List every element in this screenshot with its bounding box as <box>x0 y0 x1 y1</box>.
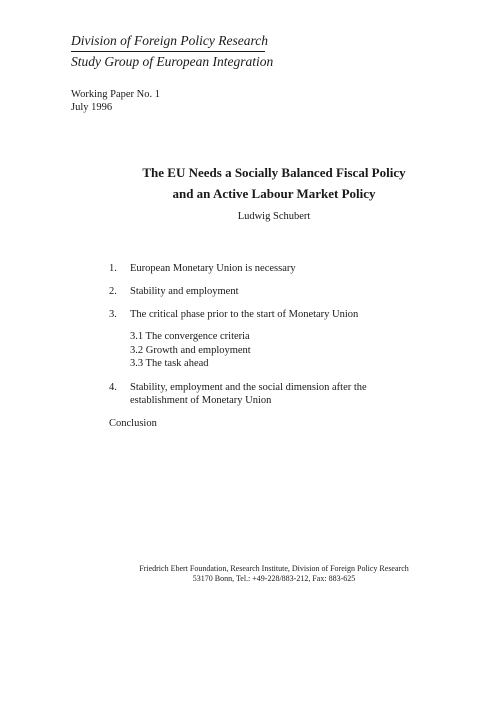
toc-text: European Monetary Union is necessary <box>130 263 296 274</box>
toc-item-3 <box>109 308 400 321</box>
toc-number: 1. <box>109 263 117 274</box>
title-line-2: and an Active Labour Market Policy <box>172 186 376 201</box>
study-group-name: Study Group of European Integration <box>71 54 274 69</box>
toc-text: The critical phase prior to the start of Monetary Union <box>130 309 359 320</box>
paper-meta <box>71 88 160 114</box>
toc-number: 2. <box>109 286 117 297</box>
division-name: Division of Foreign Policy Research <box>71 32 265 52</box>
toc-conclusion: Conclusion <box>109 417 157 429</box>
toc-number: 3. <box>109 309 117 320</box>
toc-text: Stability and employment <box>130 286 239 297</box>
header <box>71 32 274 70</box>
toc-subitem-3-1: 3.1 The convergence criteria <box>130 331 250 342</box>
toc-item-4 <box>109 381 400 407</box>
working-paper-number: Working Paper No. 1 <box>71 89 160 100</box>
toc-subitem-3-2: 3.2 Growth and employment <box>130 344 251 356</box>
publication-date: July 1996 <box>71 102 113 113</box>
toc-subitems <box>130 330 400 371</box>
footer-line-1: Friedrich Ebert Foundation, Research Institute, Division of Foreign Policy Research <box>139 564 409 573</box>
footer-line-2: 53170 Bonn, Tel.: +49-228/883-212, Fax: 883-625 <box>192 574 356 583</box>
toc-item-2 <box>109 285 400 298</box>
toc-subitem-3-3: 3.3 The task ahead <box>130 358 209 369</box>
table-of-contents <box>109 262 400 430</box>
toc-item-1 <box>109 262 400 275</box>
author-name: Ludwig Schubert <box>237 211 311 222</box>
footer <box>0 564 504 584</box>
title-line-1: The EU Needs a Socially Balanced Fiscal Policy <box>142 165 406 180</box>
toc-text: Stability, employment and the social dimension after the establishment of Monetary Union <box>130 381 367 406</box>
document-title <box>0 162 504 204</box>
toc-number: 4. <box>109 381 117 393</box>
